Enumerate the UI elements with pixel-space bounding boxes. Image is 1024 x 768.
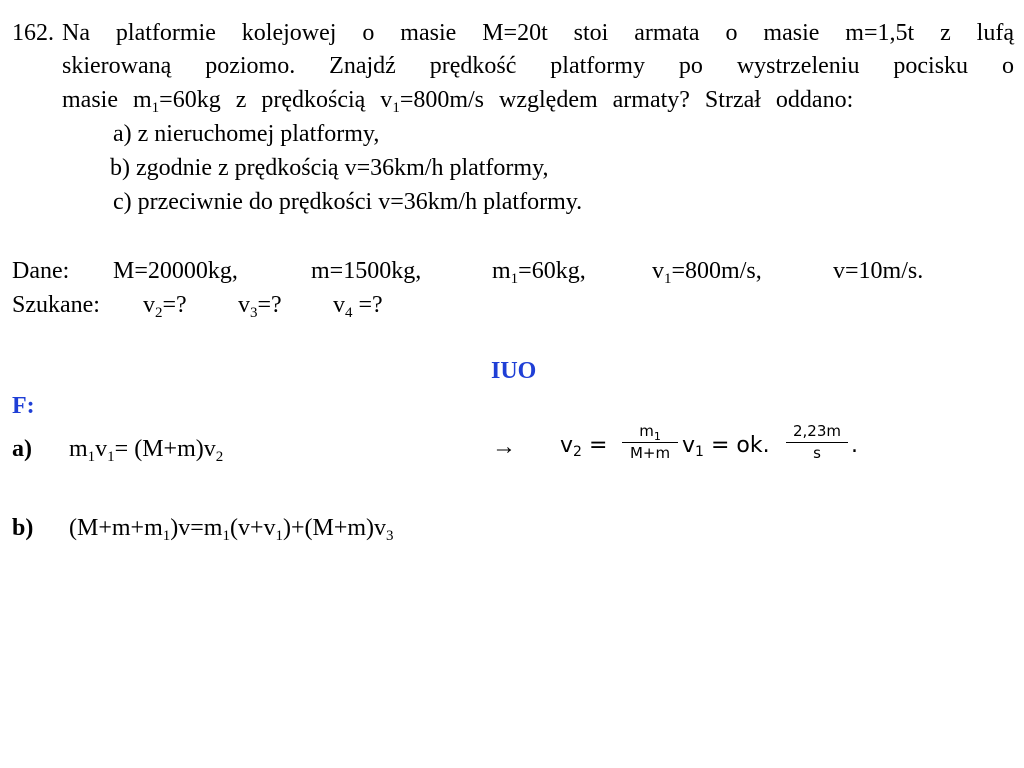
part-a-equation: $m_1v_1= (M+m)v_2$ <box>69 436 224 465</box>
given-v: v=10m/s. <box>833 258 924 284</box>
part-a-label: a) <box>12 436 32 462</box>
result-period: . <box>851 433 858 458</box>
given-m1: $m_1=60kg$, <box>492 258 586 287</box>
fraction-masses: $m_1$ M+m <box>622 422 678 463</box>
option-b: b) zgodnie z prędkością v=36km/h platformy, <box>110 155 549 181</box>
sought-v3: $v_3=$? <box>238 292 282 321</box>
sought-v2: $v_2=$? <box>143 292 187 321</box>
part-b-equation: $(M+m+m_1)v=m_1(v+v_1)+(M+m)v_3$ <box>69 515 394 544</box>
part-b-label: b) <box>12 515 34 541</box>
problem-line-2: skierowaną poziomo. Znajdź prędkość platformy po wystrzeleniu pocisku o <box>62 53 1014 79</box>
iuo-heading: IUO <box>491 358 537 384</box>
given-v1: $v_1=800m/s$, <box>652 258 762 287</box>
result-lhs: v2 = <box>560 433 608 460</box>
problem-line-1: Na platformie kolejowej o masie M=20t stoi armata o masie m=1,5t z lufą <box>62 20 1014 46</box>
given-m: m=1500kg, <box>311 258 422 284</box>
sought-v4: $v_4$ =? <box>333 292 383 321</box>
result-rhs: v1 = ok. <box>682 433 770 460</box>
problem-line-3: masie $m_1=60kg$ z prędkością $v_1=800m/s$ względem armaty? Strzał oddano: <box>62 87 854 116</box>
given-label: Dane: <box>12 258 70 284</box>
option-c: c) przeciwnie do prędkości v=36km/h platformy. <box>113 189 583 215</box>
problem-number: 162. <box>12 20 54 46</box>
sought-label: Szukane: <box>12 292 100 318</box>
option-a: a) z nieruchomej platformy, <box>113 121 380 147</box>
implies-arrow: → <box>492 434 516 460</box>
given-M: M=20000kg, <box>113 258 238 284</box>
fraction-velocity: 2,23m s <box>786 422 848 463</box>
f-heading: F: <box>12 393 35 419</box>
